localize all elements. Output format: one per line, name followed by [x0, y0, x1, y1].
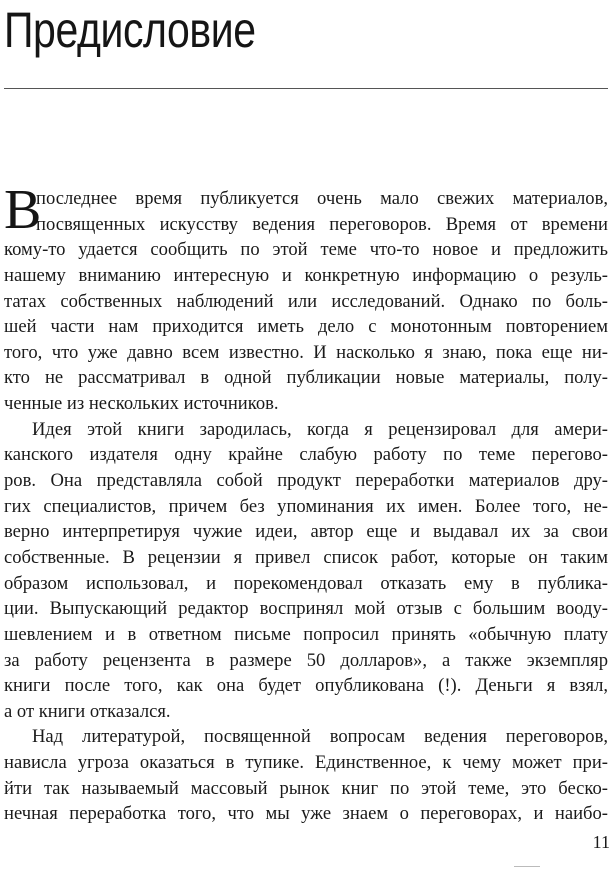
paragraph-line: собственные. В рецензии я привел список работ, которые он таким — [4, 546, 608, 568]
line-text: последнее время публикуется очень мало свежих материалов, — [36, 188, 608, 209]
paragraph-line: ченные из нескольких источников. — [4, 393, 279, 415]
paragraph-line: кто не рассматривал в одной публикации новые материалы, полу- — [4, 367, 608, 389]
paragraph-line: Идея этой книги зародилась, когда я рецензировал для амери- — [32, 418, 608, 440]
paragraph-line: йти так называемый массовый рынок книг по этой теме, это беско- — [4, 777, 608, 799]
paragraph-line: а от книги отказался. — [4, 700, 171, 722]
paragraph-line: книги после того, как она будет опубликована (!). Деньги я взял, — [4, 675, 608, 697]
footer-divider — [514, 866, 540, 867]
paragraph-line: за работу рецензента в размере 50 долларов», а также экземпляр — [4, 649, 608, 671]
paragraph-line: канского издателя одну крайне слабую работу по теме перегово- — [4, 444, 608, 466]
paragraph-line: ции. Выпускающий редактор воспринял мой отзыв с большим вооду- — [4, 598, 608, 620]
paragraph-line: гих специалистов, причем без упоминания их имен. Более того, не- — [4, 495, 608, 517]
drop-cap: В — [4, 179, 42, 241]
paragraph-line: нечная переработка того, что мы уже знаем о переговорах, и наибо- — [4, 803, 608, 825]
paragraph-line: ров. Она представляла собой продукт переработки материалов дру- — [4, 470, 608, 492]
paragraph-line: шей части нам приходится иметь дело с монотонным повторением — [4, 316, 608, 338]
paragraph-3 — [4, 724, 608, 827]
body-text — [4, 179, 608, 827]
paragraph-line: шевлением и в ответном письме попросил принять «обычную плату — [4, 623, 608, 645]
paragraph-line: того, что уже давно всем известно. И насколько я знаю, пока еще ни- — [4, 341, 608, 363]
paragraph-line: кому-то удается сообщить по этой теме что-то новое и предложить — [4, 239, 608, 261]
paragraph-line: Над литературой, посвященной вопросам ведения переговоров, — [32, 726, 608, 748]
paragraph-line: посвященных искусству ведения переговоров. Время от времени — [36, 213, 608, 235]
paragraph-line: верно интерпретируя чужие идеи, автор еще и выдавал их за свои — [4, 521, 608, 543]
page-title: Предисловие — [4, 2, 256, 58]
paragraph-line: нависла угроза оказаться в тупике. Единственное, к чему может при- — [4, 752, 608, 774]
paragraph-line: нашему вниманию интересную и конкретную информацию о резуль- — [4, 264, 608, 286]
paragraph-2 — [4, 417, 608, 725]
paragraph-line: образом использовал, и порекомендовал отказать ему в публика- — [4, 572, 608, 594]
paragraph-line: татах собственных наблюдений или исследований. Однако по боль- — [4, 290, 608, 312]
page-number: 11 — [592, 832, 610, 852]
title-divider — [4, 88, 608, 89]
paragraph-1 — [4, 179, 608, 417]
